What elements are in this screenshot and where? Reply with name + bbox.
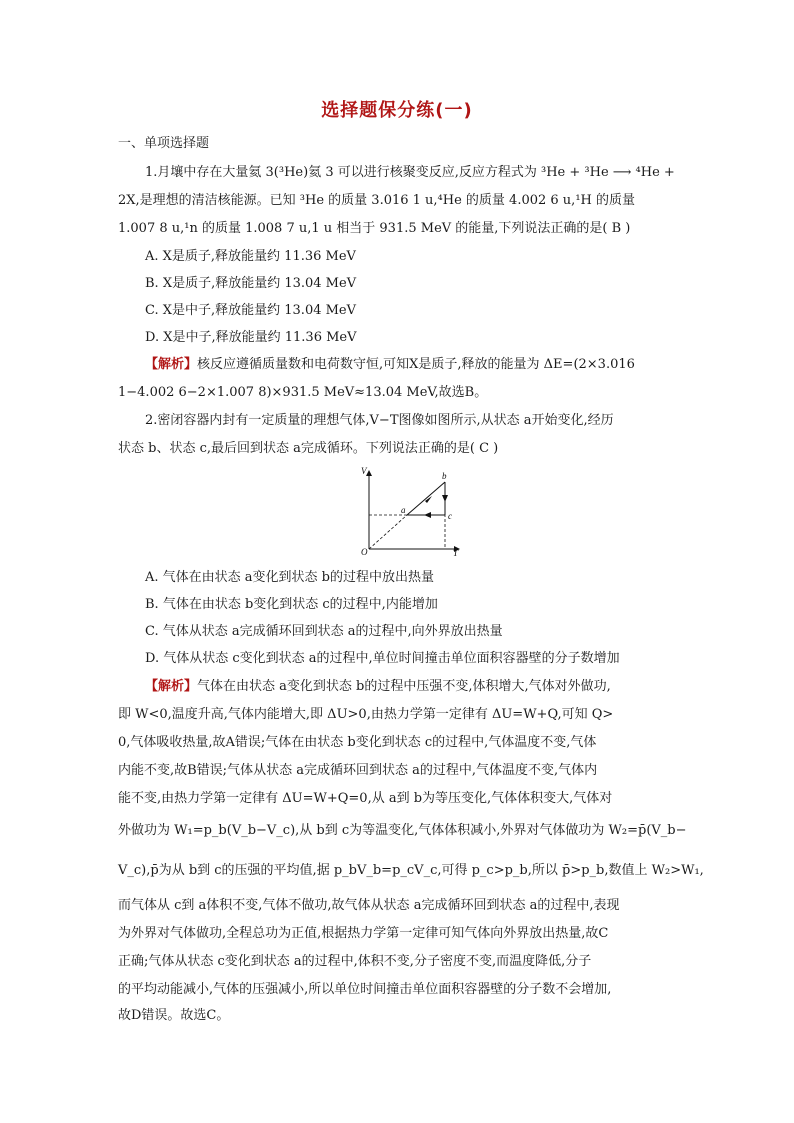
path-a-b <box>407 482 445 515</box>
q1-analysis-line-1 <box>145 357 683 373</box>
q2-analysis-text: 气体在由状态 a变化到状态 b的过程中压强不变,体积增大,气体对外做功, <box>197 679 611 694</box>
q1-option-b: B. X是质子,释放能量约 13.04 MeV <box>145 276 357 291</box>
q1-analysis-text: 核反应遵循质量数和电荷数守恒,可知X是质子,释放的能量为 ΔE=(2×3.016 <box>197 357 635 372</box>
label-b: b <box>442 471 447 481</box>
q1-analysis-line-2: 1−4.002 6−2×1.007 8)×931.5 MeV≈13.04 MeV,故选B。 <box>118 385 488 400</box>
section-heading: 一、单项选择题 <box>118 136 210 151</box>
vt-diagram <box>355 465 467 557</box>
q2-option-c: C. 气体从状态 a完成循环回到状态 a的过程中,向外界放出热量 <box>145 624 503 639</box>
q2-analysis-line-5: 能不变,由热力学第一定律有 ΔU=W+Q=0,从 a到 b为等压变化,气体体积变大,气体对 <box>118 791 613 806</box>
label-c: c <box>448 511 452 521</box>
label-a: a <box>401 505 406 515</box>
q1-option-d: D. X是中子,释放能量约 11.36 MeV <box>145 330 357 345</box>
page-title: 选择题保分练(一) <box>321 100 473 121</box>
q2-analysis-line-8: 而气体从 c到 a体积不变,气体不做功,故气体从状态 a完成循环回到状态 a的过程中,表现 <box>118 898 620 913</box>
q2-analysis-line-10: 正确;气体从状态 c变化到状态 a的过程中,体积不变,分子密度不变,而温度降低,分子 <box>118 954 592 969</box>
q1-option-a: A. X是质子,释放能量约 11.36 MeV <box>145 249 356 264</box>
analysis-tag: 【解析】 <box>145 357 198 372</box>
q1-line-3: 1.007 8 u,¹n 的质量 1.008 7 u,1 u 相当于 931.5 MeV 的能量,下列说法正确的是( B ) <box>118 221 631 236</box>
q2-line-1: 2.密闭容器内封有一定质量的理想气体,V−T图像如图所示,从状态 a开始变化,经历 <box>145 413 614 428</box>
q2-analysis-line-9: 为外界对气体做功,全程总功为正值,根据热力学第一定律可知气体向外界放出热量,故C <box>118 926 609 941</box>
q2-analysis-line-12: 故D错误。故选C。 <box>118 1008 230 1023</box>
q2-analysis-line-7: V_c),p̄为从 b到 c的压强的平均值,据 p_bV_b=p_cV_c,可得 p_c>p_b,所以 p̄>p_b,数值上 W₂>W₁, <box>118 863 704 878</box>
q2-analysis-line-11: 的平均动能减小,气体的压强减小,所以单位时间撞击单位面积容器壁的分子数不会增加, <box>118 982 612 997</box>
arrow-a-b <box>425 496 432 503</box>
label-t: T <box>453 548 459 557</box>
q2-line-2: 状态 b、状态 c,最后回到状态 a完成循环。下列说法正确的是( C ) <box>118 441 499 456</box>
arrow-b-c <box>442 495 448 502</box>
analysis-tag: 【解析】 <box>145 679 198 694</box>
label-v: V <box>361 466 367 476</box>
q2-analysis-line-1 <box>145 679 683 695</box>
arrow-c-a <box>424 512 431 518</box>
q1-line-1: 1.月壤中存在大量氦 3(³He)氦 3 可以进行核聚变反应,反应方程式为 ³He + ³He ⟶ ⁴He + <box>145 165 675 180</box>
q2-analysis-line-6: 外做功为 W₁=p_b(V_b−V_c),从 b到 c为等温变化,气体体积减小,外界对气体做功为 W₂=p̄(V_b− <box>118 823 687 838</box>
q2-analysis-line-3: 0,气体吸收热量,故A错误;气体在由状态 b变化到状态 c的过程中,气体温度不变,气体 <box>118 735 597 750</box>
label-o: O <box>361 547 368 557</box>
q2-option-a: A. 气体在由状态 a变化到状态 b的过程中放出热量 <box>145 570 434 585</box>
q2-analysis-line-2: 即 W<0,温度升高,气体内能增大,即 ΔU>0,由热力学第一定律有 ΔU=W+Q,可知 Q> <box>118 707 614 722</box>
dashed-origin-line <box>369 515 407 549</box>
q2-option-b: B. 气体在由状态 b变化到状态 c的过程中,内能增加 <box>145 597 438 612</box>
q2-option-d: D. 气体从状态 c变化到状态 a的过程中,单位时间撞击单位面积容器壁的分子数增加 <box>145 651 620 666</box>
q1-line-2: 2X,是理想的清洁核能源。已知 ³He 的质量 3.016 1 u,⁴He 的质量 4.002 6 u,¹H 的质量 <box>118 193 635 208</box>
q2-analysis-line-4: 内能不变,故B错误;气体从状态 a完成循环回到状态 a的过程中,气体温度不变,气体内 <box>118 763 598 778</box>
q1-option-c: C. X是中子,释放能量约 13.04 MeV <box>145 303 357 318</box>
